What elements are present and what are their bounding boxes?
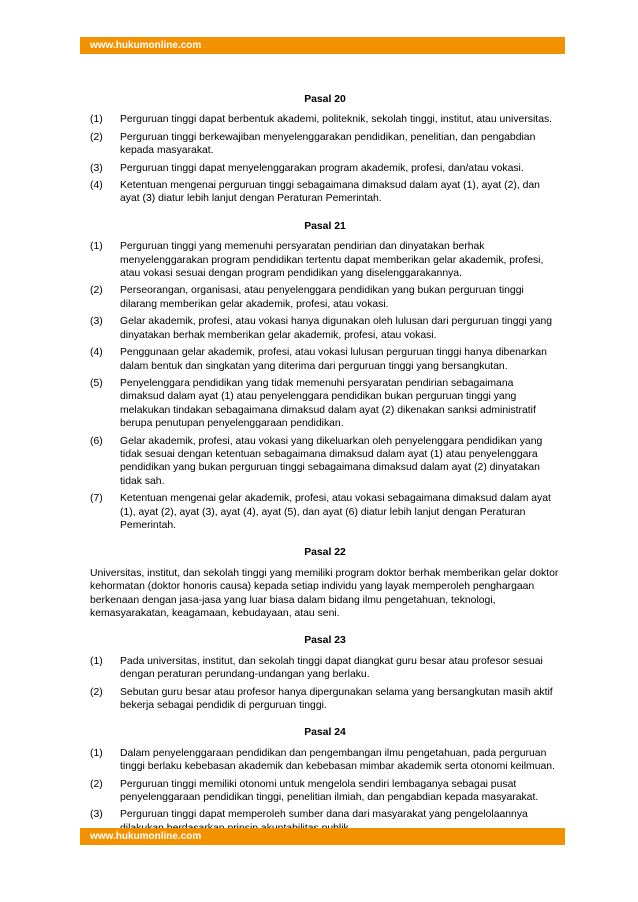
footer-url: www.hukumonline.com	[90, 831, 202, 842]
list-item: (3) Perguruan tinggi dapat memperoleh sumber dana dari masyarakat yang pengelolaannya	[90, 809, 528, 821]
list-item: (2) Perguruan tinggi berkewajiban menyelenggarakan pendidikan, penelitian, dan pengabdian kepada masyarakat.	[90, 131, 536, 157]
pasal-paragraph: Universitas, institut, dan sekolah tinggi yang memiliki program doktor berhak memberikan gelar doktor kehormatan (doktor honoris causa) kepada setiap individu yang layak memperoleh penghargaan berkenaan dengan jasa-jasa yang luar biasa dalam bidang ilmu pengetahuan, teknologi, kemasyarakatan, keagamaan, kebudayaan, atau seni.	[90, 567, 559, 619]
list-item: (3) Perguruan tinggi dapat menyelenggarakan program akademik, profesi, dan/atau vokasi.	[90, 162, 524, 174]
list-item: (1) Perguruan tinggi yang memenuhi persyaratan pendirian dan dinyatakan berhak menyelenggarakan program pendidikan tertentu dapat memberikan gelar akademik, profesi, atau vokasi sesuai dengan program pendidikan yang diselenggarakannya.	[90, 241, 544, 280]
header-url: www.hukumonline.com	[90, 40, 202, 51]
list-item: (6) Gelar akademik, profesi, atau vokasi yang dikeluarkan oleh penyelenggara pendidikan yang tidak sesuai dengan ketentuan sebagaimana dimaksud dalam ayat (1) atau penyelenggara pendidikan yang bukan perguruan tinggi sebagaimana dimaksud dalam ayat (2) dinyatakan tidak sah.	[90, 435, 543, 487]
list-item: (1) Pada universitas, institut, dan sekolah tinggi dapat diangkat guru besar atau profesor sesuai dengan peraturan perundang-undangan yang berlaku.	[90, 655, 543, 681]
list-item: (4) Ketentuan mengenai perguruan tinggi sebagaimana dimaksud dalam ayat (1), ayat (2), dan ayat (3) diatur lebih lanjut dengan Peraturan Pemerintah.	[90, 180, 540, 205]
list-item: (1) Perguruan tinggi dapat berbentuk akademi, politeknik, sekolah tinggi, institut, atau universitas.	[90, 114, 553, 126]
list-item: (2) Sebutan guru besar atau profesor hanya dipergunakan selama yang bersangkutan masih aktif bekerja sebagai pendidik di perguruan tinggi.	[90, 686, 553, 712]
pasal-heading: Pasal 21	[304, 220, 346, 232]
list-item: (2) Perseorangan, organisasi, atau penyelenggara pendidikan yang bukan perguruan tinggi dilarang memberikan gelar akademik, profesi, atau vokasi.	[90, 285, 524, 310]
pasal-20	[90, 93, 560, 206]
pasal-heading: Pasal 24	[304, 727, 346, 739]
footer-bar	[80, 828, 565, 845]
list-item: (3) Gelar akademik, profesi, atau vokasi hanya digunakan oleh lulusan dari perguruan tinggi yang dinyatakan berhak memberikan gelar akademik, profesi, atau vokasi.	[90, 316, 553, 341]
pasal-heading: Pasal 20	[304, 94, 346, 105]
list-item: (7) Ketentuan mengenai gelar akademik, profesi, atau vokasi sebagaimana dimaksud dalam ayat (1), ayat (2), ayat (3), ayat (4), ayat (5), dan ayat (6) diatur lebih lanjut dengan Peraturan Pemerintah.	[90, 493, 551, 531]
document-body	[90, 93, 560, 849]
pasal-23	[90, 634, 560, 712]
pasal-22	[90, 546, 560, 620]
pasal-heading: Pasal 23	[304, 635, 346, 647]
list-item: (2) Perguruan tinggi memiliki otonomi untuk mengelola sendiri lembaganya sebagai pusat penyelenggaraan pendidikan tinggi, penelitian ilmiah, dan pengabdian kepada masyarakat.	[90, 778, 539, 804]
pasal-24	[90, 726, 560, 835]
pasal-21	[90, 220, 560, 533]
pasal-heading: Pasal 22	[304, 547, 346, 559]
list-item: (1) Dalam penyelenggaraan pendidikan dan pengembangan ilmu pengetahuan, pada perguruan tinggi berlaku kebebasan akademik dan kebebasan mimbar akademik serta otonomi keilmuan.	[90, 747, 555, 773]
header-bar	[80, 37, 565, 54]
list-item: (5) Penyelenggara pendidikan yang tidak memenuhi persyaratan pendirian sebagaimana dimaksud dalam ayat (1) atau penyelenggara pendidikan bukan perguruan tinggi yang melakukan tindakan sebagaimana dimaksud dalam ayat (2) dikenakan sanksi administratif berupa penutupan penyelenggaraan pendidikan.	[90, 377, 536, 430]
list-item: (4) Penggunaan gelar akademik, profesi, atau vokasi lulusan perguruan tinggi hanya dibenarkan dalam bentuk dan singkatan yang diterima dari perguruan tinggi yang bersangkutan.	[90, 347, 547, 372]
